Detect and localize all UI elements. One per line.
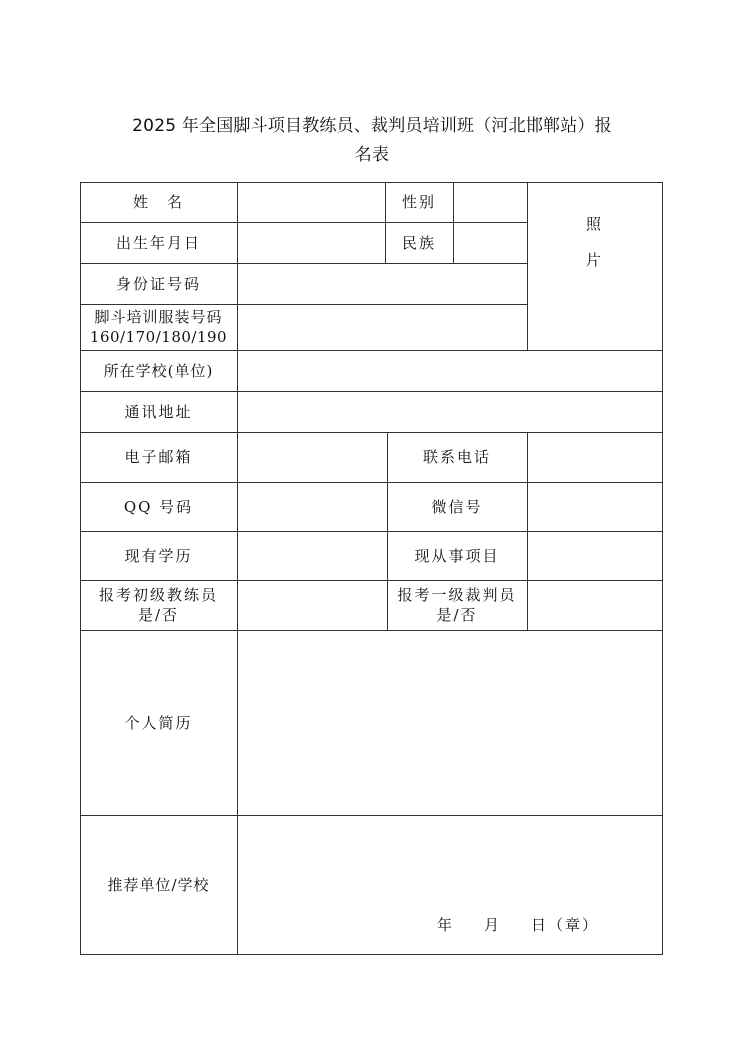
education-input[interactable] <box>237 531 387 580</box>
coach-exam-label-line-2: 是/否 <box>137 606 180 624</box>
email-input[interactable] <box>237 432 387 482</box>
wechat-input[interactable] <box>527 482 662 531</box>
photo-area[interactable] <box>527 182 662 350</box>
school-label: 所在学校(单位) <box>103 361 214 380</box>
qq-input[interactable] <box>237 482 387 531</box>
school-input[interactable] <box>237 350 662 391</box>
gender-input[interactable] <box>453 182 527 222</box>
id-number-input[interactable] <box>237 263 527 304</box>
id-number-label: 身份证号码 <box>115 274 201 293</box>
birth-input[interactable] <box>237 222 385 263</box>
current-project-input[interactable] <box>527 531 662 580</box>
resume-label: 个人简历 <box>124 713 193 732</box>
title-line-1: 2025 年全国脚斗项目教练员、裁判员培训班（河北邯郸站）报 <box>132 116 612 136</box>
date-day-stamp: 日（章） <box>531 916 600 934</box>
uniform-size-label-line-1: 脚斗培训服装号码 <box>94 308 223 326</box>
referee-exam-label-line-2: 是/否 <box>436 606 478 624</box>
photo-label-2: 片 <box>585 251 603 269</box>
birth-label: 出生年月日 <box>115 233 201 252</box>
resume-input[interactable] <box>237 630 662 815</box>
wechat-label: 微信号 <box>431 497 483 516</box>
date-month: 月 <box>484 916 502 934</box>
date-stamp-line <box>437 915 637 937</box>
current-project-label: 现从事项目 <box>414 546 500 565</box>
title-line-2: 名表 <box>354 145 390 165</box>
name-input[interactable] <box>237 182 385 222</box>
photo-label-1: 照 <box>585 215 603 233</box>
name-label: 姓 名 <box>132 193 184 211</box>
gender-label: 性别 <box>401 193 436 211</box>
phone-input[interactable] <box>527 432 662 482</box>
referee-exam-input[interactable] <box>527 580 662 630</box>
referee-exam-label <box>387 580 527 630</box>
uniform-size-label <box>80 304 237 350</box>
education-label: 现有学历 <box>124 546 193 565</box>
phone-label: 联系电话 <box>422 448 491 466</box>
date-year: 年 <box>437 916 455 934</box>
ethnicity-label: 民族 <box>401 233 436 252</box>
table-border-bottom <box>80 954 663 955</box>
ethnicity-input[interactable] <box>453 222 527 263</box>
referee-exam-label-line-1: 报考一级裁判员 <box>397 586 517 604</box>
uniform-size-input[interactable] <box>237 304 527 350</box>
coach-exam-input[interactable] <box>237 580 387 630</box>
table-border-right <box>662 182 663 954</box>
address-input[interactable] <box>237 391 662 432</box>
coach-exam-label-line-1: 报考初级教练员 <box>98 586 218 604</box>
recommend-label: 推荐单位/学校 <box>107 875 210 894</box>
uniform-size-options: 160/170/180/190 <box>89 328 228 346</box>
coach-exam-label <box>80 580 237 630</box>
page-title <box>80 112 664 170</box>
address-label: 通讯地址 <box>124 402 193 421</box>
qq-label: QQ 号码 <box>123 497 194 516</box>
email-label: 电子邮箱 <box>124 448 193 466</box>
